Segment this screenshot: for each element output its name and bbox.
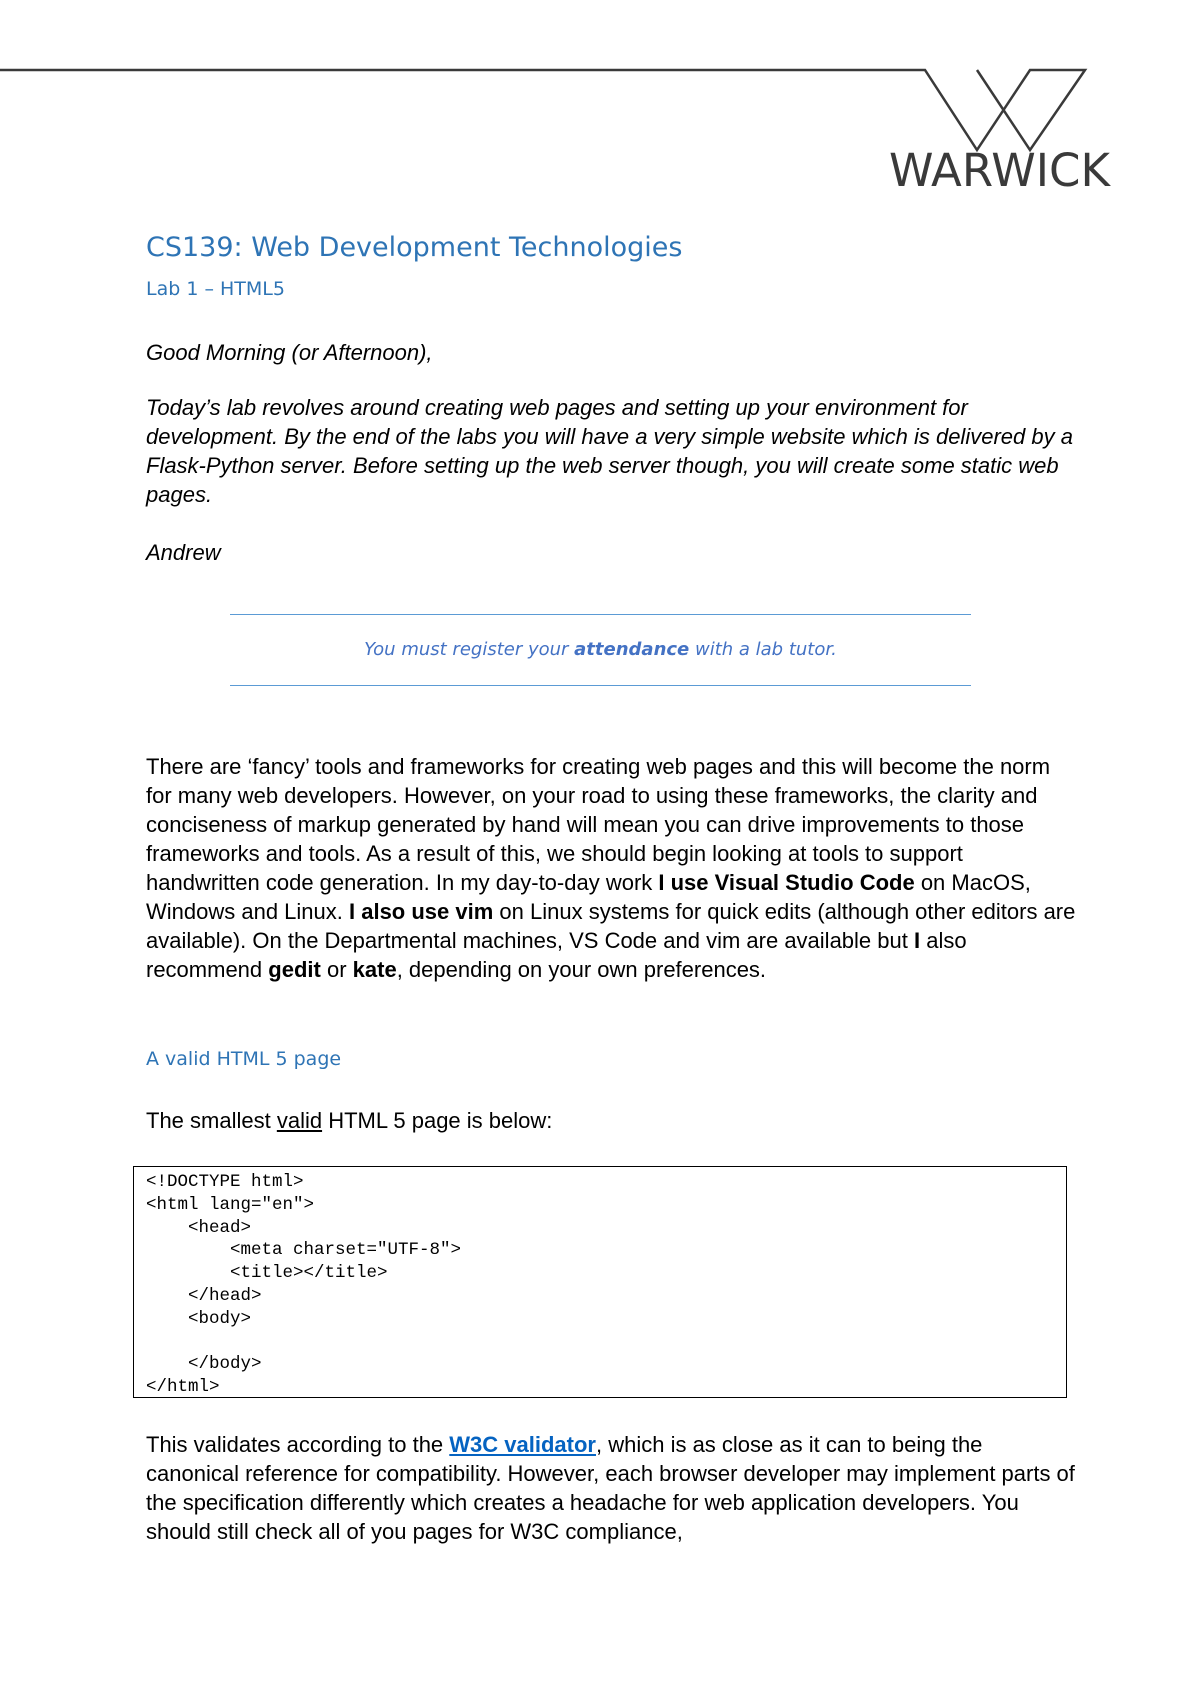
code-line: <body> [146, 1308, 252, 1329]
document-header [146, 230, 1076, 567]
code-line: <title></title> [146, 1263, 388, 1284]
warwick-logo-mark [0, 70, 1085, 150]
warwick-logo-text: WARWICK [889, 144, 1110, 197]
code-line: </body> [146, 1354, 262, 1375]
validation-paragraph: This validates according to the W3C validator, which is as close as it can to being the canonical reference for compatibility. However, each browser developer may implement parts of the specification differently which creates a headache for web application developers. You should still check all of you pages for W3C compliance, [146, 1432, 1075, 1544]
section-heading-valid-html5: A valid HTML 5 page [146, 1048, 342, 1070]
page-title: CS139: Web Development Technologies [146, 232, 683, 263]
code-line: </head> [146, 1285, 262, 1306]
page-subtitle: Lab 1 – HTML5 [146, 278, 285, 301]
code-line: <html lang="en"> [146, 1194, 315, 1215]
code-line: <!DOCTYPE html> [146, 1172, 304, 1192]
signature: Andrew [146, 539, 221, 565]
greeting: Good Morning (or Afternoon), [146, 339, 433, 365]
w3c-validator-link[interactable]: W3C validator [449, 1432, 596, 1457]
code-line: <meta charset="UTF-8"> [146, 1240, 462, 1261]
attendance-notice [230, 614, 971, 686]
intro-paragraph: Today’s lab revolves around creating web pages and setting up your environment for development. By the end of the labs you will have a very simple website which is delivered by a Flask-Python server. Before setting up the web server though, you will create some static web pages. [146, 394, 1073, 507]
tools-paragraph: There are ‘fancy’ tools and frameworks for creating web pages and this will become the norm for many web developers. However, on your road to using these frameworks, the clarity and conciseness of markup generated by hand will mean you can drive improvements to those frameworks and tools. As a result of this, we should begin looking at tools to support handwritten code generation. In my day-to-day work I use Visual Studio Code on MacOS, Windows and Linux. I also use vim on Linux systems for quick edits (although other editors are available). On the Departmental machines, VS Code and vim are available but I also recommend gedit or kate, depending on your own preferences. [146, 754, 1076, 982]
code-sample [133, 1166, 1067, 1398]
smallest-page-intro: The smallest valid HTML 5 page is below: [146, 1108, 553, 1133]
code-line: <head> [146, 1217, 252, 1238]
code-line: </html> [146, 1377, 220, 1398]
code-line [146, 1331, 1066, 1354]
attendance-notice-text: You must register your attendance with a lab tutor. [364, 639, 837, 660]
